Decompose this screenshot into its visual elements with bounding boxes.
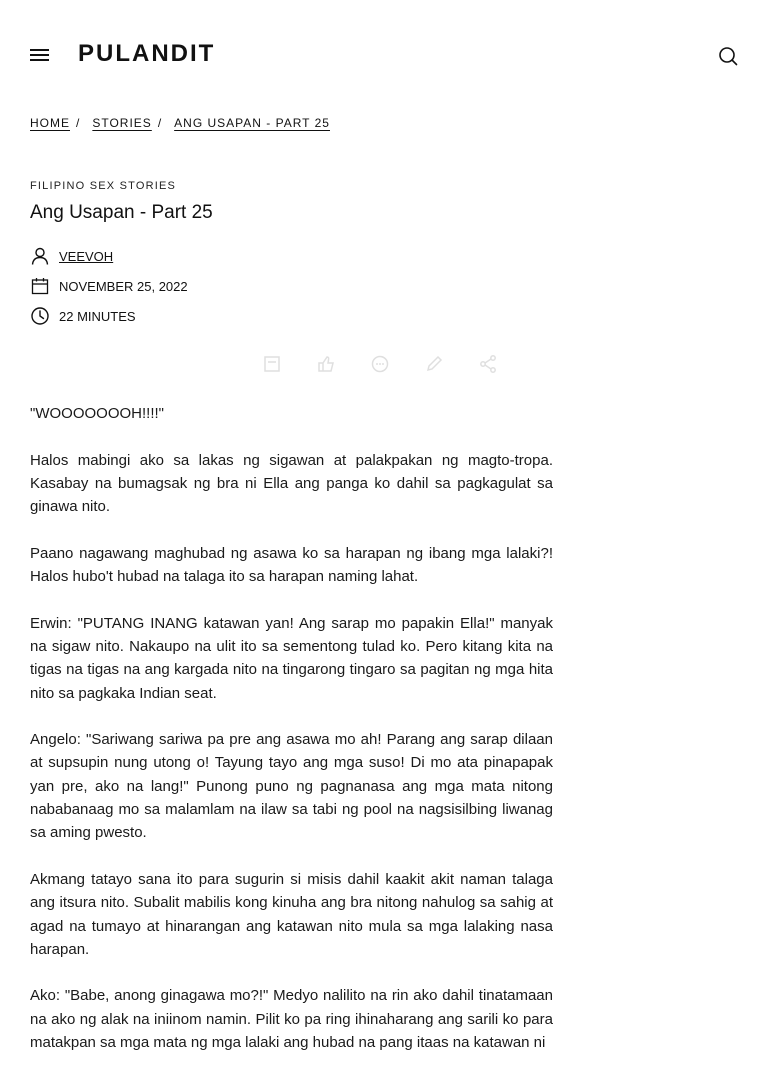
share-toolbar — [262, 354, 512, 378]
thumbs-up-icon[interactable] — [316, 354, 336, 374]
bookmark-icon[interactable] — [262, 354, 282, 374]
search-icon[interactable] — [717, 45, 739, 67]
post-date — [30, 275, 188, 297]
site-title-link[interactable]: PULANDIT — [78, 40, 216, 67]
content-paragraph: Halos mabingi ako sa lakas ng sigawan at palakpakan ng magto-tropa. Kasabay na bumagsak ng bra ni Ella ang panga ko dahil sa pagkagulat sa ginawa nito. — [30, 451, 553, 516]
content-paragraph: Angelo: "Sariwang sariwa pa pre ang asawa mo ah! Parang ang sarap dilaan at supsupin nung utong o! Tayung tayo ang mga suso! Di mo ata pinapapak yan pre, ako na lang!" Punong puno ng pagnanasa ang mga mata nitong nababanaag mo sa malamlam na ilaw sa tabi ng pool na nagsisilbing liwanag sa aming pwesto. — [30, 731, 553, 842]
content-paragraph: Paano nagawang maghubad ng asawa ko sa harapan ng ibang mga lalaki?! Halos hubo't hubad na talaga ito sa harapan naming lahat. — [30, 544, 553, 586]
site-header — [0, 0, 768, 110]
calendar-icon — [30, 276, 50, 296]
date-text: NOVEMBER 25, 2022 — [59, 278, 188, 294]
content-paragraph: "WOOOOOOOH!!!!" — [30, 405, 164, 422]
user-icon — [30, 246, 50, 266]
breadcrumb-current-link[interactable]: ANG USAPAN - PART 25 — [174, 116, 330, 130]
read-time-text: 22 MINUTES — [59, 308, 136, 324]
author-link[interactable]: VEEVOH — [59, 248, 114, 264]
chat-bubble-icon[interactable] — [370, 354, 390, 374]
breadcrumb-stories-link[interactable]: STORIES — [92, 116, 152, 130]
content-paragraph: Akmang tatayo sana ito para sugurin si misis dahil kaakit akit naman talaga ang itsura nito. Subalit mabilis kong kinuha ang bra nitong nahulog sa sahig at agad na tumayo at hinarangan ang katawan nito mula sa mga lalaking nasa harapan. — [30, 870, 553, 958]
content-paragraph: Erwin: "PUTANG INANG katawan yan! Ang sarap mo papakin Ella!" manyak na sigaw nito. Nakaupo na ulit ito sa sementong tulad ko. Pero kitang kita na tigas na tigas na ang kargada nito na tingarong tingaro sa pagitan ng mga hita nito sa pagkaka Indian seat. — [30, 614, 553, 702]
breadcrumb-separator: / — [76, 116, 81, 130]
breadcrumb-separator: / — [157, 116, 163, 130]
breadcrumb — [30, 116, 330, 130]
breadcrumb-home-link[interactable]: HOME — [30, 116, 70, 130]
share-icon[interactable] — [478, 354, 498, 374]
hamburger-menu-icon[interactable] — [30, 46, 50, 64]
post-content — [30, 402, 553, 1078]
post-author — [30, 245, 113, 267]
content-paragraph: Ako: "Babe, anong ginagawa mo?!" Medyo nalilito na rin ako dahil tinatamaan na ako ng alak na iniinom namin. Pilit ko pa ring ihinaharang ang sarili ko para matakpan sa mga mata ng mga lalaki ang hubad na pang itaas na katawan ni — [30, 987, 553, 1052]
post-read-time — [30, 305, 136, 327]
post-category[interactable]: FILIPINO SEX STORIES — [30, 180, 177, 192]
edit-icon[interactable] — [424, 354, 444, 374]
post-title: Ang Usapan - Part 25 — [30, 202, 213, 223]
clock-icon — [30, 306, 50, 326]
